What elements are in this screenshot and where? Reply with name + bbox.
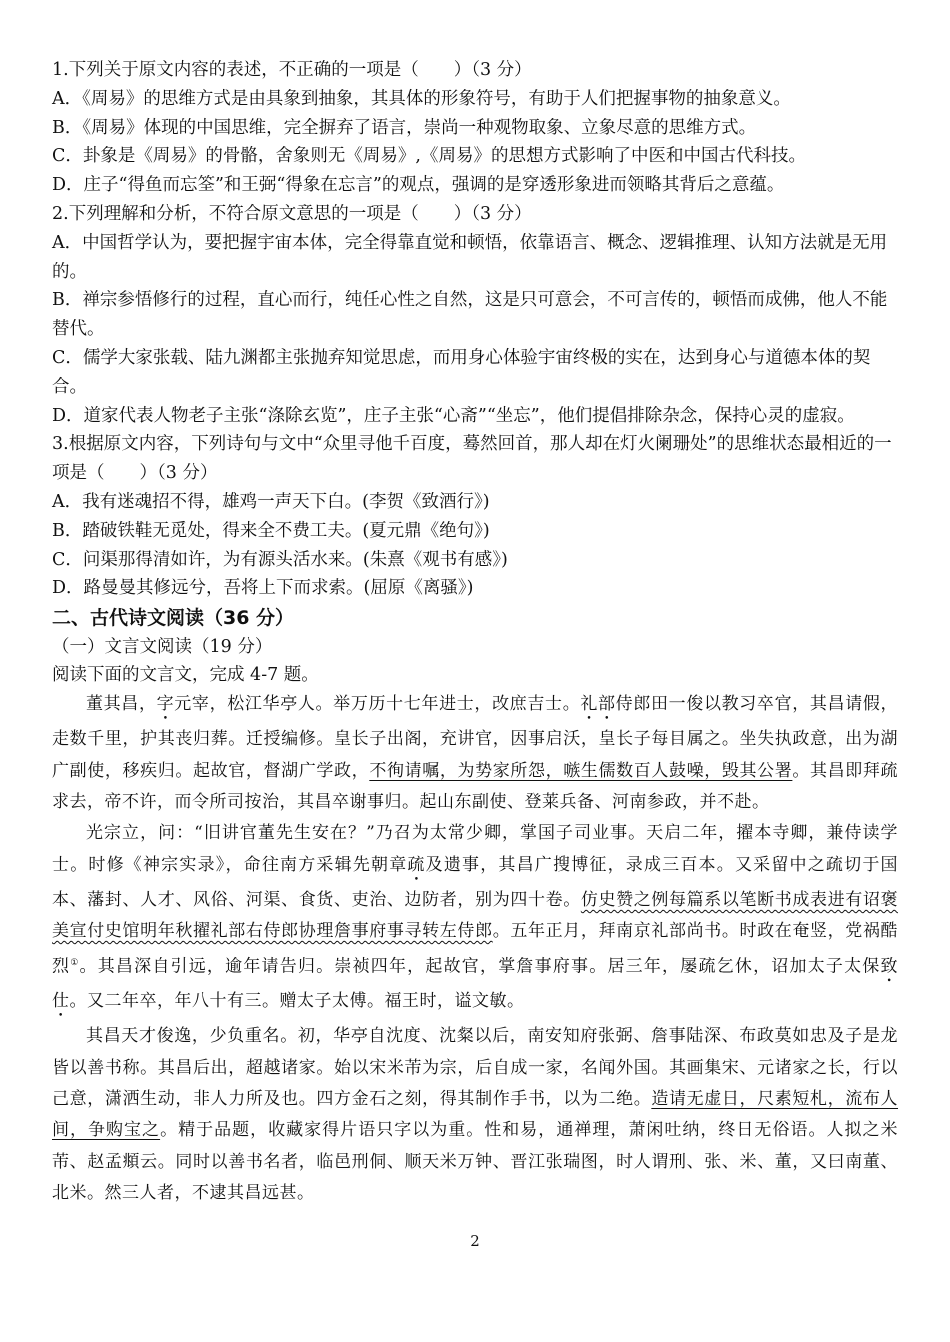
text-span: 董其昌， — [86, 694, 157, 715]
dotted-word: 疏 — [407, 854, 426, 875]
page-number: 2 — [470, 1232, 480, 1250]
exam-page — [52, 56, 898, 1210]
text-span: 。其昌即拜疏求去，帝不许，而令所司按治，其昌卒谢事归。起山东副使、登莱兵备、河南参政，并不赴。 — [52, 760, 899, 812]
section-title: 二、古代诗文阅读（36 分） — [52, 607, 295, 630]
q2-option-b: B．禅宗参悟修行的过程，直心而行，纯任心性之自然，这是只可意会，不可言传的，顿悟而成佛，他人不能替代。 — [52, 290, 888, 340]
underlined-sentence: 造请无虚日，尺素短札，流布人间，争购宝之 — [52, 1089, 899, 1141]
text-span: 。五年正月，拜南京礼部尚书。时政在奄竖，党祸酷烈 — [52, 921, 899, 977]
section-instructions: 阅读下面的文言文，完成 4-7 题。 — [52, 665, 319, 686]
dotted-word: 致仕 — [52, 956, 899, 1012]
dotted-word: 礼部 — [580, 694, 616, 715]
text-span: 元宰，松江华亭人。举万历十七年进士，改庶吉士。 — [174, 694, 581, 715]
q1-option-c: C．卦象是《周易》的骨骼，舍象则无《周易》,《周易》的思想方式影响了中医和中国古代科技。 — [52, 146, 806, 167]
q2-option-c: C．儒学大家张载、陆九渊都主张抛弃知觉思虑，而用身心体验宇宙终极的实在，达到身心与道德本体的契合。 — [52, 347, 871, 397]
q2-option-d: D．道家代表人物老子主张“涤除玄览”，庄子主张“心斋”“坐忘”，他们提倡排除杂念，保持心灵的虚寂。 — [52, 405, 855, 426]
passage-paragraph-2 — [52, 818, 898, 1021]
q2-stem: 2.下列理解和分析，不符合原文意思的一项是（ ）（3 分） — [52, 203, 532, 224]
q2-option-a: A．中国哲学认为，要把握宇宙本体，完全得靠直觉和顿悟，依靠语言、概念、逻辑推理、认知方法就是无用的。 — [52, 232, 888, 282]
q1-option-b: B．《周易》体现的中国思维，完全摒弃了语言，崇尚一种观物取象、立象尽意的思维方式。 — [52, 117, 757, 138]
q3-option-a: A．我有迷魂招不得，雄鸡一声天下白。(李贺《致酒行》) — [52, 491, 490, 512]
text-span: 光宗立，问：“旧讲官董先生安在？”乃召为太常少卿，掌国子司业事。天启二年，擢本寺卿，兼侍读学士。时修《神宗实录》，命往南方采辑先朝章 — [52, 823, 898, 875]
text-span: 及遗事，其昌广搜博征，录成三百本。又采留中之疏切于国本、藩封、人才、风俗、河渠、食货、吏治、边防者，别为四十卷。 — [52, 854, 899, 910]
text-span: 。精于品题，收藏家得片语只字以为重。性和易，通禅理，萧闲吐纳，终日无俗语。人拟之米芾、赵孟頫云。同时以善书名者，临邑刑侗、顺天米万钟、晋江张瑞图，时人谓刑、张、米、董，又曰南董、北米。然三人者，不逮其昌远甚。 — [52, 1120, 899, 1204]
q3-stem: 3.根据原文内容，下列诗句与文中“众里寻他千百度，蓦然回首，那人却在灯火阑珊处”的思维状态最相近的一项是（ ）（3 分） — [52, 434, 892, 484]
q1-option-a: A．《周易》的思维方式是由具象到抽象，其具体的形象符号，有助于人们把握事物的抽象意义。 — [52, 88, 791, 109]
q3-option-b: B．踏破铁鞋无觅处，得来全不费工夫。(夏元鼎《绝句》) — [52, 520, 490, 541]
text-span: 。其昌深自引远，逾年请告归。崇祯四年，起故官，掌詹事府事。居三年，屡疏乞休，诏加太子太保 — [79, 956, 881, 977]
text-span: 侍郎田一俊以教习卒官，其昌请假，走数千里，护其丧归葬。迁授编修。皇长子出阁，充讲官，因事启沃，皇长子每目属之。坐失执政意，出为湖广副使，移疾归。起故官，督湖广学政， — [52, 694, 899, 781]
footnote-marker: ① — [70, 957, 80, 968]
q3-option-c: C．问渠那得清如许，为有源头活水来。(朱熹《观书有感》) — [52, 549, 508, 570]
underlined-sentence: 不徇请嘱，为势家所怨，嗾生儒数百人鼓噪，毁其公署 — [369, 760, 793, 781]
wavy-underlined-sentence: 仿史赞之例每篇系以笔断书成表进有诏褒美宣付史馆明年秋擢礼部右侍郎协理詹事府事寻转左侍郎 — [52, 889, 899, 942]
dotted-word: 字 — [156, 694, 175, 715]
q1-option-d: D．庄子“得鱼而忘筌”和王弼“得象在忘言”的观点，强调的是穿透形象进而领略其背后之意蕴。 — [52, 175, 785, 196]
q3-option-d: D．路曼曼其修远兮，吾将上下而求索。(屈原《离骚》) — [52, 578, 474, 599]
passage-paragraph-3 — [52, 1021, 898, 1209]
section-subtitle: （一）文言文阅读（19 分） — [52, 637, 273, 658]
text-span: 。又二年卒，年八十有三。赠太子太傅。福王时，谥文敏。 — [69, 991, 525, 1012]
passage-paragraph-1 — [52, 689, 898, 818]
text-span: 其昌天才俊逸，少负重名。初，华亭自沈度、沈粲以后，南安知府张弼、詹事陆深、布政莫如忠及子是龙皆以善书称。其昌后出，超越诸家。始以宋米芾为宗，后自成一家，名闻外国。其画集宋、元诸家之长，行以己意，潇洒生动，非人力所及也。四方金石之刻，得其制作手书，以为二绝。 — [52, 1026, 898, 1110]
q1-stem: 1.下列关于原文内容的表述，不正确的一项是（ ）（3 分） — [52, 60, 532, 80]
